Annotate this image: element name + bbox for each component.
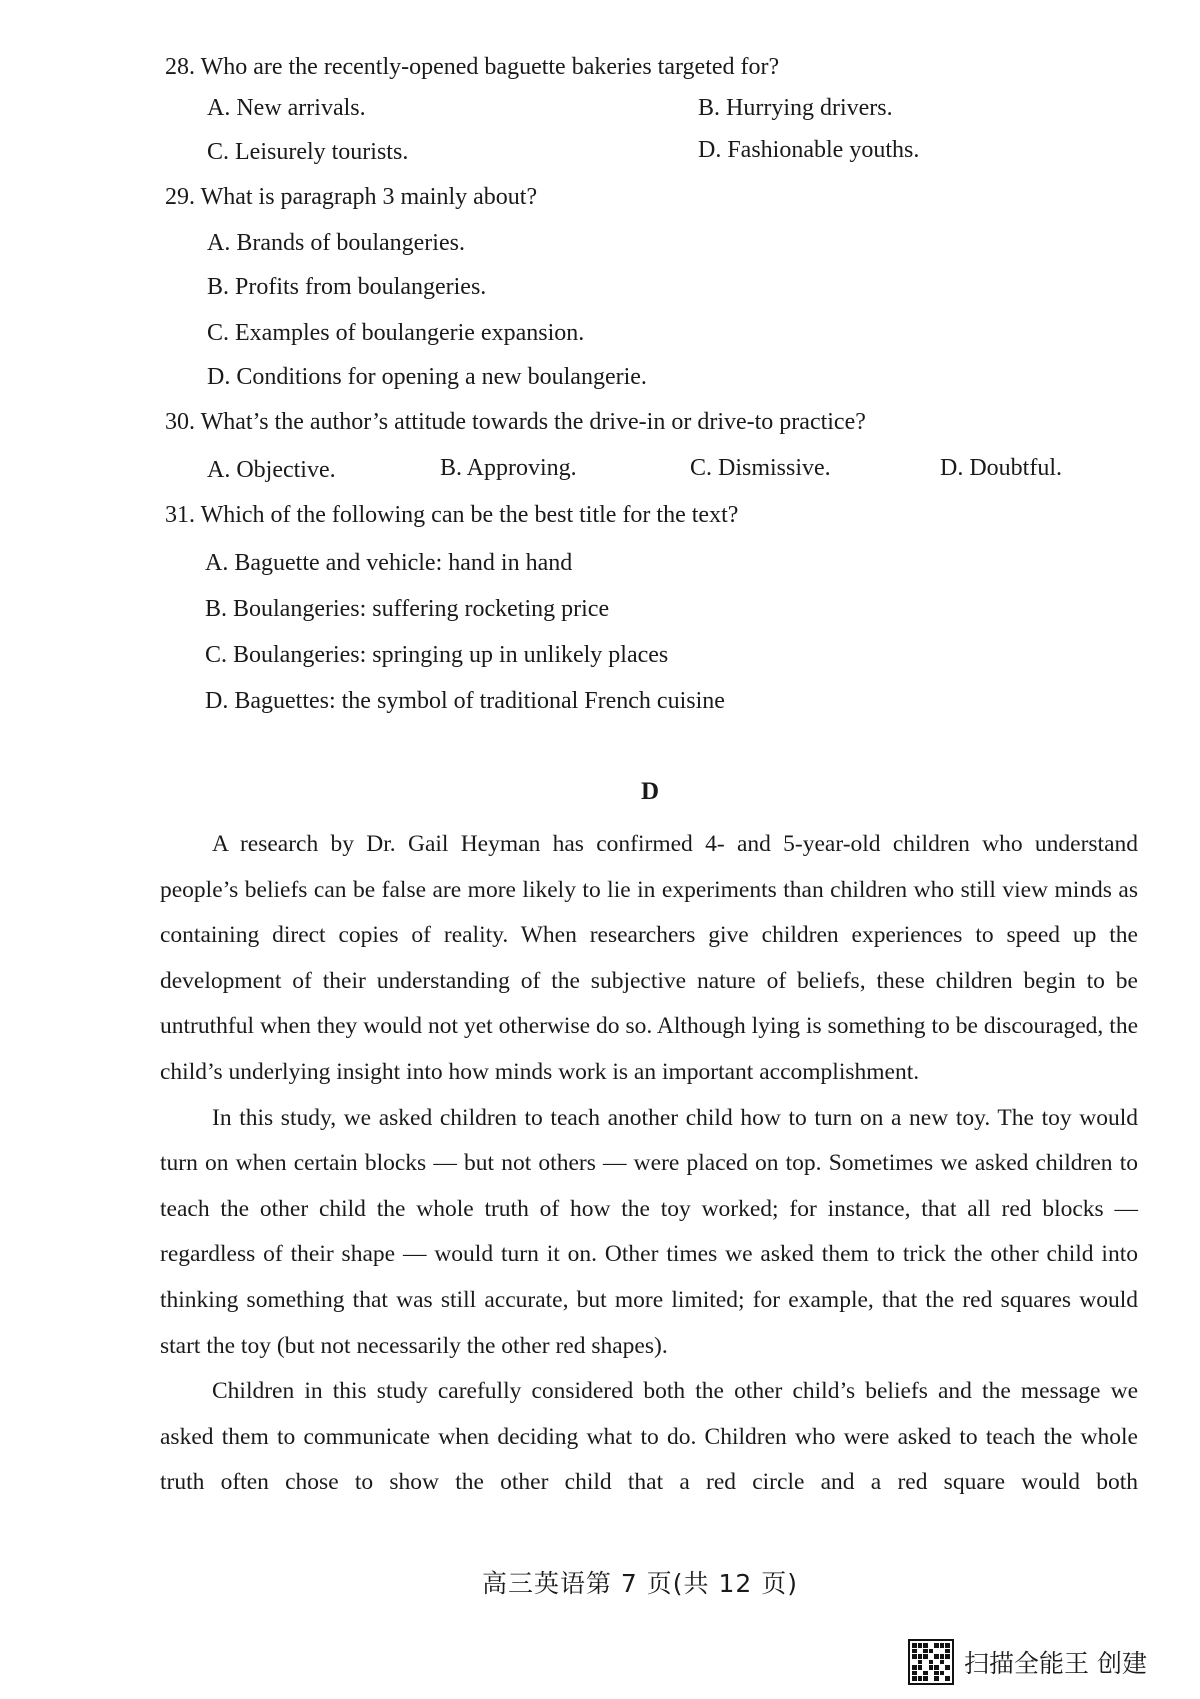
- question-30-option-a: A. Objective.: [207, 457, 336, 483]
- question-30-option-b: B. Approving.: [440, 455, 577, 481]
- question-31-option-a: A. Baguette and vehicle: hand in hand: [205, 550, 573, 576]
- question-28-stem: 28. Who are the recently-opened baguette bakeries targeted for?: [165, 54, 780, 80]
- question-31-option-d: D. Baguettes: the symbol of traditional French cuisine: [205, 688, 725, 714]
- section-heading: D: [640, 778, 660, 805]
- reading-passage: [160, 822, 1138, 1506]
- question-30-option-d: D. Doubtful.: [940, 455, 1062, 481]
- question-31-stem: 31. Which of the following can be the best title for the text?: [165, 502, 739, 528]
- question-31-option-b: B. Boulangeries: suffering rocketing price: [205, 596, 610, 622]
- question-30-option-c: C. Dismissive.: [690, 455, 831, 481]
- question-30-stem: 30. What’s the author’s attitude towards the drive-in or drive-to practice?: [165, 409, 866, 435]
- question-29-stem: 29. What is paragraph 3 mainly about?: [165, 184, 538, 210]
- question-29-option-b: B. Profits from boulangeries.: [207, 274, 487, 300]
- question-29-option-a: A. Brands of boulangeries.: [207, 230, 465, 256]
- scanner-watermark: [908, 1638, 1147, 1686]
- question-28-option-a: A. New arrivals.: [207, 95, 366, 121]
- question-28-option-b: B. Hurrying drivers.: [698, 95, 893, 121]
- qr-code-icon: [908, 1639, 954, 1685]
- passage-paragraph-3: Children in this study carefully considered both the other child’s beliefs and the message we asked them to communicate when deciding what to do. Children who were asked to teach the whole truth often chose to show the other child that a red circle and a red square would both: [160, 1378, 1138, 1496]
- scanner-label: 扫描全能王 创建: [964, 1649, 1147, 1678]
- question-28-option-c: C. Leisurely tourists.: [207, 139, 409, 165]
- question-31-option-c: C. Boulangeries: springing up in unlikely places: [205, 642, 669, 668]
- passage-paragraph-2: In this study, we asked children to teach another child how to turn on a new toy. The toy would turn on when certain blocks — but not others — were placed on top. Sometimes we asked children to teach the other child the whole truth of how the toy worked; for instance, that all red blocks — regardless of their shape — would turn it on. Other times we asked them to trick the other child into thinking something that was still accurate, but more limited; for example, that the red squares would start the toy (but not necessarily the other red shapes).: [160, 1104, 1138, 1359]
- question-28-option-d: D. Fashionable youths.: [698, 137, 920, 163]
- question-29-option-d: D. Conditions for opening a new boulangerie.: [207, 364, 647, 390]
- passage-paragraph-1: A research by Dr. Gail Heyman has confirmed 4- and 5-year-old children who understand people’s beliefs can be false are more likely to lie in experiments than children who still view minds as containing direct copies of reality. When researchers give children experiences to speed up the development of their understanding of the subjective nature of beliefs, these children begin to be untruthful when they would not yet otherwise do so. Although lying is something to be discouraged, the child’s underlying insight into how minds work is an important accomplishment.: [160, 831, 1138, 1085]
- question-29-option-c: C. Examples of boulangerie expansion.: [207, 320, 585, 346]
- page-footer: 高三英语第 7 页(共 12 页): [481, 1569, 798, 1598]
